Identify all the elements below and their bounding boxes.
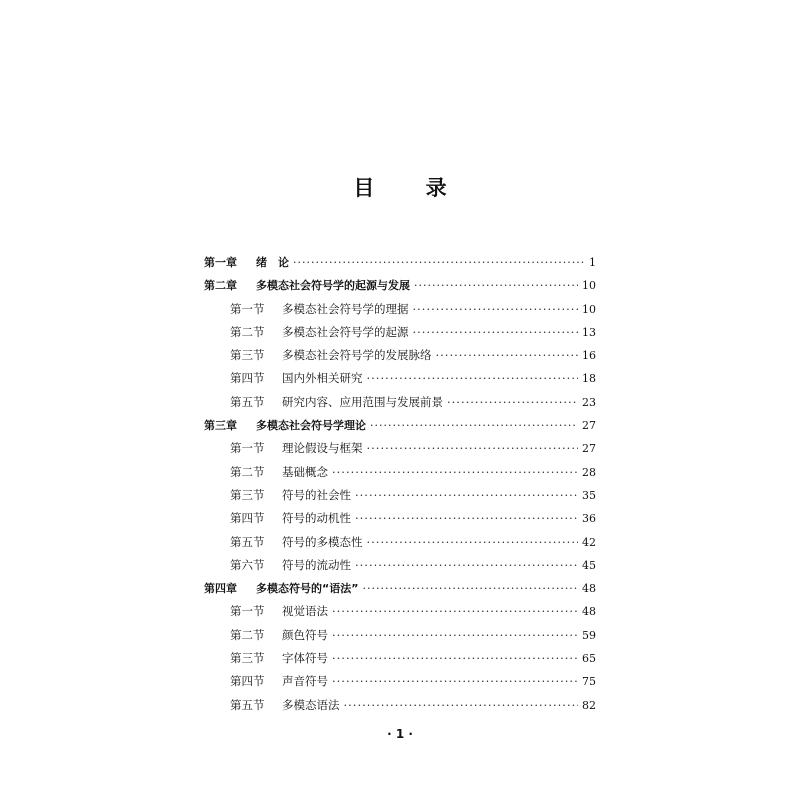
dot-leader — [355, 554, 578, 577]
dot-leader — [414, 274, 578, 297]
dot-leader — [355, 484, 578, 507]
toc-entry-page: 10 — [582, 279, 596, 293]
toc-entry-title: 符号的社会性 — [282, 487, 351, 502]
page-title: 目 录 — [353, 176, 469, 201]
toc-entry-page: 23 — [582, 395, 596, 409]
toc-entry-label: 第五节 — [230, 394, 265, 409]
toc-entry-page: 45 — [582, 558, 596, 572]
toc-entry-title: 符号的流动性 — [282, 557, 351, 572]
toc-entry-title: 符号的动机性 — [282, 511, 351, 526]
toc-entry-page: 1 — [589, 256, 596, 269]
toc-entry-page: 59 — [582, 628, 596, 642]
toc-section-entry — [204, 507, 596, 530]
toc-entry-title: 声音符号 — [282, 674, 328, 689]
toc-entry-label: 第六节 — [230, 557, 265, 572]
toc-entry-label: 第四节 — [230, 511, 265, 526]
toc-entry-title: 多模态社会符号学理论 — [256, 419, 366, 433]
toc-section-entry — [204, 647, 596, 670]
toc-section-entry — [204, 624, 596, 647]
toc-entry-title: 多模态社会符号学的起源与发展 — [256, 279, 410, 293]
toc-entry-label: 第五节 — [230, 534, 265, 549]
toc-entry-label: 第三节 — [230, 487, 265, 502]
toc-entry-page: 10 — [582, 302, 596, 316]
toc-entry-page: 36 — [582, 512, 596, 526]
dot-leader — [293, 251, 585, 274]
toc-entry-page: 18 — [582, 372, 596, 386]
toc-section-entry — [204, 484, 596, 507]
dot-leader — [413, 298, 579, 321]
toc-entry-label: 第三章 — [204, 419, 237, 433]
toc-entry-page: 48 — [582, 582, 596, 596]
toc-entry-label: 第二节 — [230, 464, 265, 479]
toc-entry-label: 第三节 — [230, 651, 265, 666]
toc-entry-label: 第四节 — [230, 371, 265, 386]
dot-leader — [413, 321, 579, 344]
toc-entry-page: 35 — [582, 488, 596, 502]
toc-section-entry — [204, 600, 596, 623]
toc-entry-page: 82 — [582, 698, 596, 712]
toc-entry-title: 颜色符号 — [282, 627, 328, 642]
toc-section-entry — [204, 321, 596, 344]
toc-entry-title: 多模态符号的“语法” — [256, 582, 359, 596]
toc-entry-page: 16 — [582, 349, 596, 363]
toc-chapter-entry — [204, 414, 596, 437]
table-of-contents — [204, 251, 596, 717]
page-number: · 1 · — [387, 727, 413, 741]
toc-entry-page: 75 — [582, 675, 596, 689]
dot-leader — [332, 461, 578, 484]
toc-section-entry — [204, 367, 596, 390]
toc-entry-label: 第二节 — [230, 627, 265, 642]
toc-section-entry — [204, 554, 596, 577]
toc-entry-page: 13 — [582, 325, 596, 339]
toc-entry-page: 48 — [582, 605, 596, 619]
dot-leader — [362, 577, 578, 600]
toc-entry-title: 字体符号 — [282, 651, 328, 666]
toc-entry-page: 65 — [582, 652, 596, 666]
toc-entry-page: 27 — [582, 419, 596, 433]
dot-leader — [355, 507, 578, 530]
toc-section-entry — [204, 694, 596, 717]
toc-entry-label: 第一节 — [230, 604, 265, 619]
dot-leader — [370, 414, 578, 437]
dot-leader — [332, 647, 578, 670]
toc-section-entry — [204, 391, 596, 414]
dot-leader — [367, 437, 579, 460]
toc-entry-title: 多模态语法 — [282, 697, 340, 712]
toc-entry-label: 第五节 — [230, 697, 265, 712]
toc-entry-title: 符号的多模态性 — [282, 534, 363, 549]
toc-entry-label: 第二节 — [230, 324, 265, 339]
toc-entry-title: 多模态社会符号学的发展脉络 — [282, 348, 432, 363]
toc-entry-page: 28 — [582, 465, 596, 479]
dot-leader — [332, 670, 578, 693]
dot-leader — [447, 391, 578, 414]
toc-chapter-entry — [204, 577, 596, 600]
toc-entry-label: 第二章 — [204, 279, 237, 293]
toc-entry-title: 理论假设与框架 — [282, 441, 363, 456]
dot-leader — [436, 344, 579, 367]
toc-entry-title: 多模态社会符号学的起源 — [282, 324, 409, 339]
toc-entry-label: 第三节 — [230, 348, 265, 363]
toc-entry-title: 研究内容、应用范围与发展前景 — [282, 394, 443, 409]
toc-section-entry — [204, 461, 596, 484]
toc-section-entry — [204, 298, 596, 321]
dot-leader — [367, 531, 579, 554]
toc-entry-page: 42 — [582, 535, 596, 549]
toc-chapter-entry — [204, 274, 596, 297]
toc-entry-title: 多模态社会符号学的理据 — [282, 301, 409, 316]
toc-section-entry — [204, 437, 596, 460]
toc-entry-label: 第四节 — [230, 674, 265, 689]
toc-entry-title: 视觉语法 — [282, 604, 328, 619]
dot-leader — [344, 694, 579, 717]
toc-entry-title: 基础概念 — [282, 464, 328, 479]
dot-leader — [332, 624, 578, 647]
toc-entry-label: 第一节 — [230, 441, 265, 456]
dot-leader — [332, 600, 578, 623]
toc-section-entry — [204, 670, 596, 693]
dot-leader — [367, 367, 579, 390]
toc-entry-label: 第四章 — [204, 582, 237, 596]
toc-entry-title: 绪 论 — [256, 256, 289, 269]
toc-entry-page: 27 — [582, 442, 596, 456]
toc-section-entry — [204, 531, 596, 554]
toc-chapter-entry — [204, 251, 596, 274]
toc-entry-title: 国内外相关研究 — [282, 371, 363, 386]
toc-entry-label: 第一章 — [204, 256, 237, 269]
toc-entry-label: 第一节 — [230, 301, 265, 316]
toc-section-entry — [204, 344, 596, 367]
